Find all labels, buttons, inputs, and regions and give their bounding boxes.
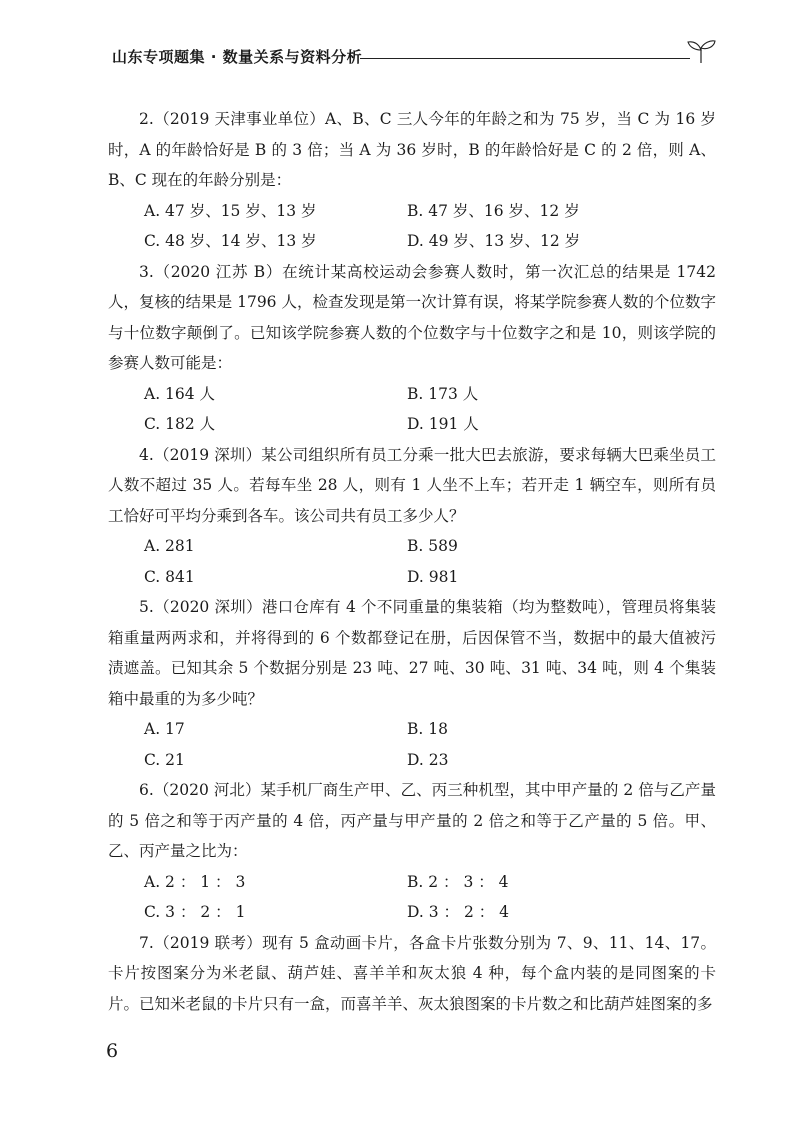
option-a: A. 47 岁、15 岁、13 岁 [144, 201, 317, 220]
page-number: 6 [106, 1040, 119, 1062]
option-b: B. 18 [407, 720, 448, 738]
option-d: D. 3 ： 2 ： 4 [407, 903, 510, 921]
option-b: B. 589 [407, 537, 458, 555]
question-5 [108, 592, 716, 775]
running-header [112, 44, 712, 70]
option-d: D. 23 [407, 750, 449, 769]
option-d: D. 49 岁、13 岁、12 岁 [407, 232, 581, 250]
question-6 [108, 775, 716, 928]
option-c: C. 841 [144, 567, 195, 586]
header-rule [360, 58, 690, 59]
question-3 [108, 257, 716, 440]
question-stem: 3.（2020 江苏 B）在统计某高校运动会参赛人数时，第一次汇总的结果是 1742 人，复核的结果是 1796 人，检查发现是第一次计算有误，将某学院参赛人数的个位数字与十位数字颠倒了。已知该学院参赛人数的个位数字与十位数字之和是 10，则该学院的参赛人数可能是： [108, 262, 716, 372]
header-title: 山东专项题集 · 数量关系与资料分析 [112, 48, 363, 66]
option-c: C. 48 岁、14 岁、13 岁 [144, 232, 317, 250]
option-a: A. 2 ： 1 ： 3 [144, 872, 246, 891]
option-c: C. 182 人 [144, 415, 216, 433]
option-d: D. 981 [407, 567, 459, 586]
question-4 [108, 440, 716, 593]
option-a: A. 17 [144, 720, 185, 738]
option-b: B. 173 人 [407, 384, 479, 403]
question-stem: 5.（2020 深圳）港口仓库有 4 个不同重量的集装箱（均为整数吨），管理员将集装箱重量两两求和，并将得到的 6 个数都登记在册，后因保管不当，数据中的最大值被污渍遮盖。已知其余 5 个数据分别是 23 吨、27 吨、30 吨、31 吨、34 吨，则 4 个集装箱中最重的为多少吨？ [108, 598, 716, 708]
option-c: C. 21 [144, 750, 185, 769]
question-7 [108, 928, 716, 1020]
question-stem: 2.（2019 天津事业单位）A、B、C 三人今年的年龄之和为 75 岁，当 C 为 16 岁时，A 的年龄恰好是 B 的 3 倍；当 A 为 36 岁时，B 的年龄恰好是 C 的 2 倍，则 A、B、C 现在的年龄分别是： [108, 110, 716, 189]
option-b: B. 47 岁、16 岁、12 岁 [407, 201, 580, 220]
option-grid [108, 867, 716, 928]
option-grid [108, 714, 716, 775]
option-a: A. 164 人 [144, 384, 216, 403]
question-2 [108, 104, 716, 257]
option-b: B. 2 ： 3 ： 4 [407, 872, 509, 891]
question-stem: 6.（2020 河北）某手机厂商生产甲、乙、丙三种机型，其中甲产量的 2 倍与乙产量的 5 倍之和等于丙产量的 4 倍，丙产量与甲产量的 2 倍之和等于乙产量的 5 倍。甲、乙、丙产量之比为： [108, 781, 716, 860]
option-grid [108, 531, 716, 592]
sprout-icon [684, 38, 718, 64]
option-c: C. 3 ： 2 ： 1 [144, 903, 246, 921]
option-grid [108, 379, 716, 440]
option-d: D. 191 人 [407, 415, 479, 433]
question-stem: 7.（2019 联考）现有 5 盒动画卡片，各盒卡片张数分别为 7、9、11、14、17。卡片按图案分为米老鼠、葫芦娃、喜羊羊和灰太狼 4 种，每个盒内装的是同图案的卡片。已知米老鼠的卡片只有一盒，而喜羊羊、灰太狼图案的卡片数之和比葫芦娃图案的多 [108, 933, 716, 1013]
option-a: A. 281 [144, 537, 195, 555]
option-grid [108, 196, 716, 257]
question-stem: 4.（2019 深圳）某公司组织所有员工分乘一批大巴去旅游，要求每辆大巴乘坐员工人数不超过 35 人。若每车坐 28 人，则有 1 人坐不上车；若开走 1 辆空车，则所有员工恰好可平均分乘到各车。该公司共有员工多少人？ [108, 445, 716, 525]
question-list [108, 104, 716, 1019]
